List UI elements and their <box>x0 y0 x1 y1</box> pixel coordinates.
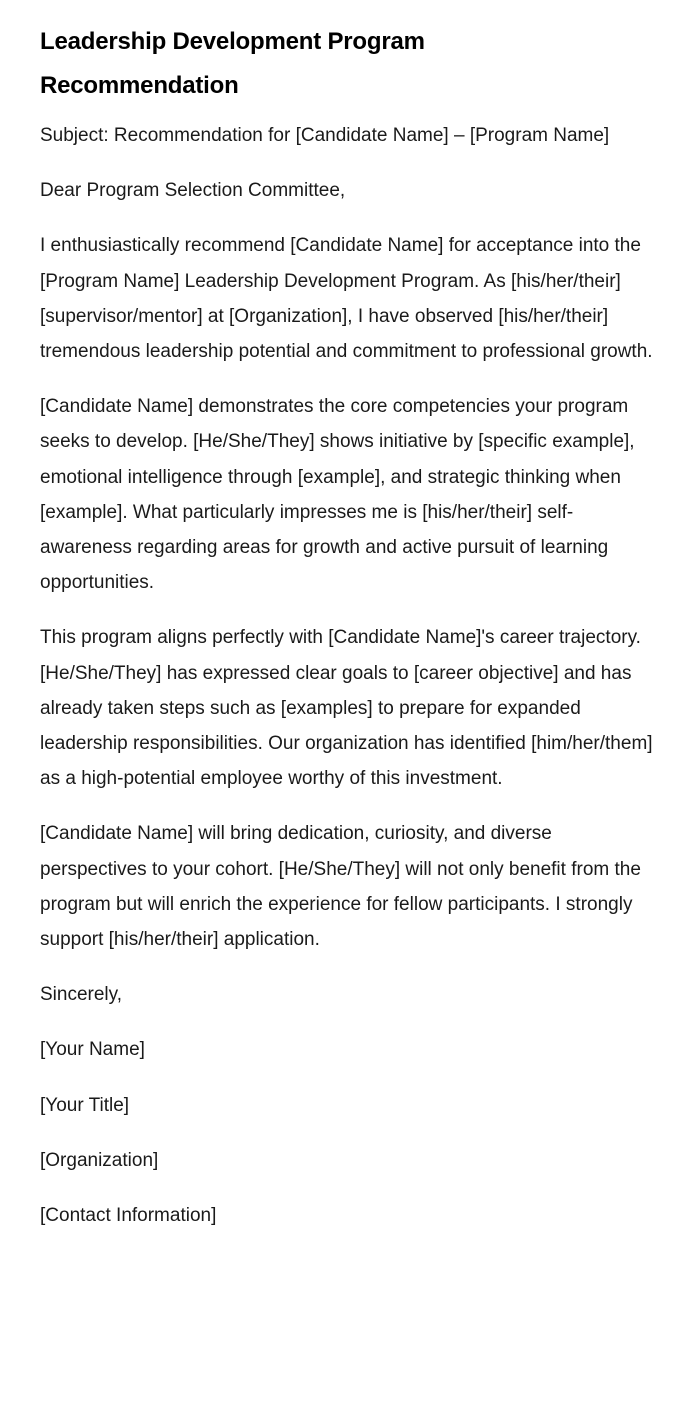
body-paragraph-2: [Candidate Name] demonstrates the core competencies your program seeks to develop. [He/She/They] shows initiative by [specific example], emotional intelligence through [example], and strategic thinking when [example]. What particularly impresses me is [his/her/their] self-awareness regarding areas for growth and active pursuit of learning opportunities. <box>40 396 635 594</box>
subject-line: Subject: Recommendation for [Candidate Name] – [Program Name] <box>40 125 610 146</box>
signature-name: [Your Name] <box>40 1039 145 1061</box>
salutation: Dear Program Selection Committee, <box>40 180 346 202</box>
body-paragraph-1: I enthusiastically recommend [Candidate Name] for acceptance into the [Program Name] Leadership Development Program. As [his/her/their] [supervisor/mentor] at [Organization], I have observed [his/her/their] tremendous leadership potential and commitment to professional growth. <box>40 235 653 363</box>
document-title: Leadership Development Program Recommendation <box>40 28 425 99</box>
signature-organization: [Organization] <box>40 1149 159 1171</box>
signature-contact: [Contact Information] <box>40 1205 217 1227</box>
closing: Sincerely, <box>40 984 123 1006</box>
signature-title: [Your Title] <box>40 1094 130 1116</box>
body-paragraph-3: This program aligns perfectly with [Candidate Name]'s career trajectory. [He/She/They] has expressed clear goals to [career objective] and has already taken steps such as [examples] to prepare for expanded leadership responsibilities. Our organization has identified [him/her/them] as a high-potential employee worthy of this investment. <box>40 627 653 790</box>
body-paragraph-4: [Candidate Name] will bring dedication, curiosity, and diverse perspectives to your cohort. [He/She/They] will not only benefit from the program but will enrich the experience for fellow participants. I strongly support [his/her/their] application. <box>40 823 641 951</box>
